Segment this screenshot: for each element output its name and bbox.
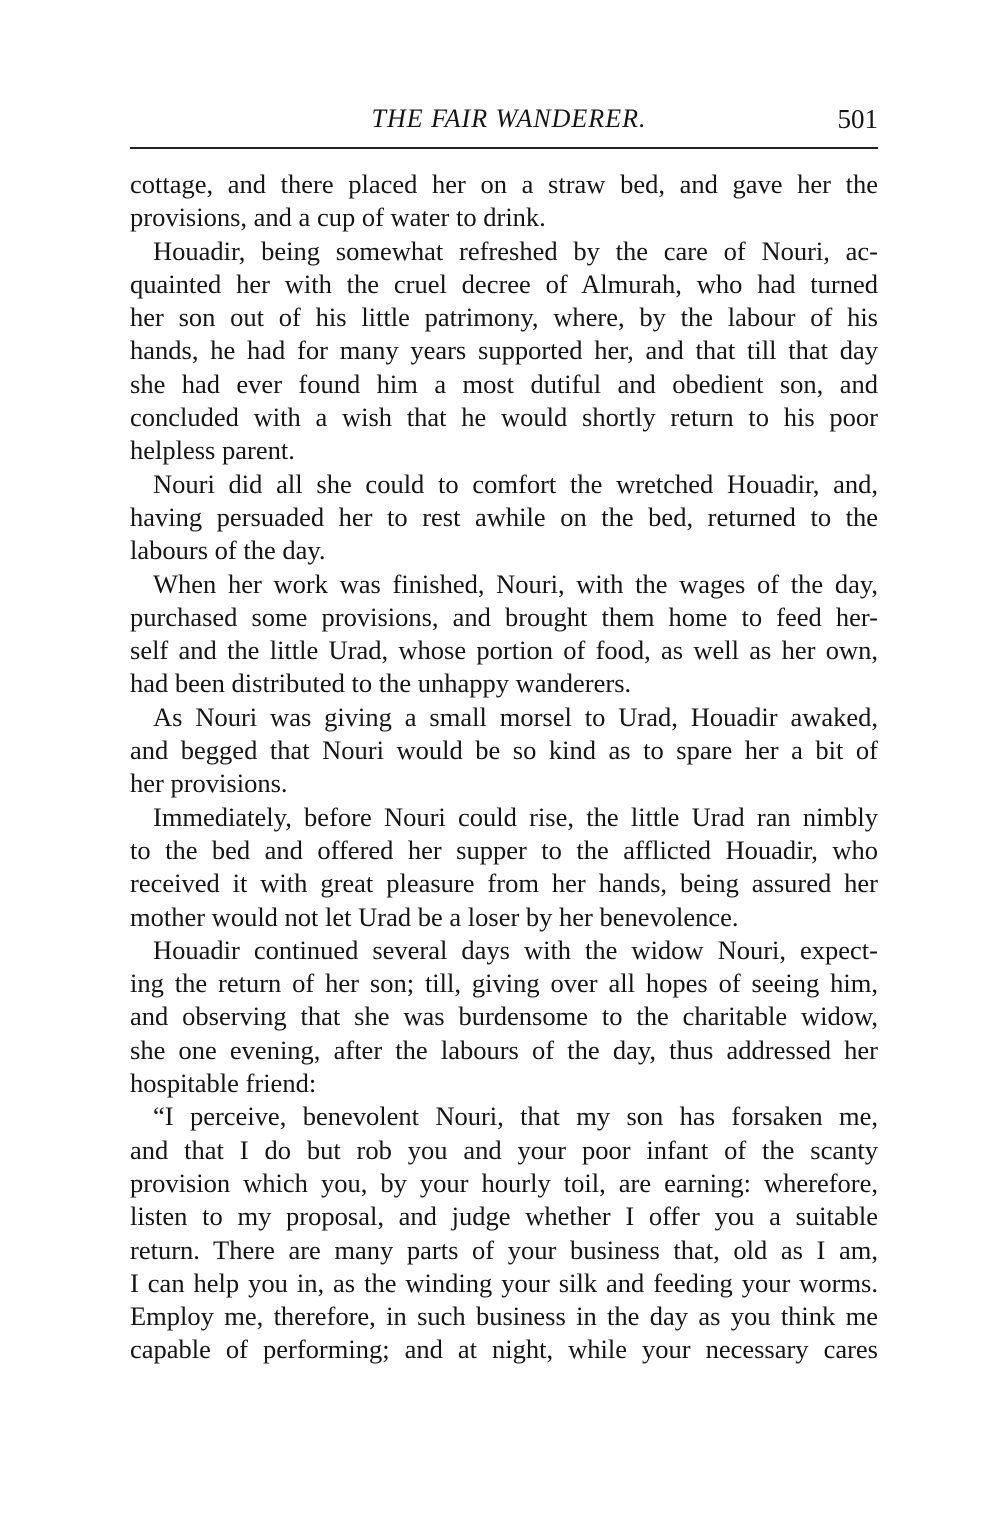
text-line: Employ me, therefore, in such business in the day as you think me	[130, 1301, 878, 1332]
text-line: and observing that she was burdensome to the charitable widow,	[130, 1001, 878, 1032]
text-line: Houadir, being somewhat refreshed by the care of Nouri, ac-	[153, 235, 878, 266]
text-line: hospitable friend:	[130, 1068, 317, 1099]
paragraph	[130, 801, 878, 934]
text-line: self and the little Urad, whose portion of food, as well as her own,	[130, 635, 878, 666]
text-line: purchased some provisions, and brought them home to feed her-	[130, 601, 878, 632]
text-line: As Nouri was giving a small morsel to Urad, Houadir awaked,	[153, 701, 878, 732]
text-line: and begged that Nouri would be so kind as to spare her a bit of	[130, 735, 878, 766]
text-line: When her work was finished, Nouri, with the wages of the day,	[153, 568, 878, 599]
text-line: helpless parent.	[130, 435, 295, 466]
paragraph	[130, 701, 878, 801]
text-line: labours of the day.	[130, 535, 326, 566]
text-line: received it with great pleasure from her hands, being assured her	[130, 868, 878, 899]
text-line: return. There are many parts of your business that, old as I am,	[130, 1234, 878, 1265]
text-line: and that I do but rob you and your poor infant of the scanty	[130, 1134, 878, 1165]
running-header	[130, 100, 878, 140]
text-line: ing the return of her son; till, giving over all hopes of seeing him,	[130, 968, 878, 999]
paragraph	[130, 934, 878, 1100]
text-line: concluded with a wish that he would shortly return to his poor	[130, 402, 878, 433]
running-title: THE FAIR WANDERER.	[371, 104, 647, 133]
text-line: quainted her with the cruel decree of Almurah, who had turned	[130, 268, 878, 299]
text-line: Immediately, before Nouri could rise, the little Urad ran nimbly	[153, 801, 878, 832]
paragraph	[130, 1100, 878, 1366]
text-line: provision which you, by your hourly toil, are earning: wherefore,	[130, 1167, 878, 1198]
text-line: hands, he had for many years supported her, and that till that day	[130, 335, 878, 366]
header-rule	[130, 147, 878, 149]
text-line: to the bed and offered her supper to the afflicted Houadir, who	[130, 834, 878, 865]
text-line: mother would not let Urad be a loser by her benevolence.	[130, 901, 739, 932]
text-line: had been distributed to the unhappy wanderers.	[130, 668, 632, 699]
body-text	[130, 168, 878, 1367]
text-line: Nouri did all she could to comfort the wretched Houadir, and,	[153, 468, 878, 499]
text-line: “I perceive, benevolent Nouri, that my son has forsaken me,	[153, 1101, 878, 1132]
text-line: capable of performing; and at night, while your necessary cares	[130, 1334, 878, 1365]
page-number: 501	[837, 104, 878, 134]
text-line: Houadir continued several days with the widow Nouri, expect-	[153, 934, 878, 965]
text-line: having persuaded her to rest awhile on the bed, returned to the	[130, 501, 878, 532]
paragraph	[130, 468, 878, 568]
text-line: I can help you in, as the winding your silk and feeding your worms.	[130, 1267, 878, 1298]
text-line: listen to my proposal, and judge whether I offer you a suitable	[130, 1201, 878, 1232]
text-line: she had ever found him a most dutiful and obedient son, and	[130, 368, 878, 399]
paragraph	[130, 168, 878, 235]
text-line: cottage, and there placed her on a straw bed, and gave her the	[130, 169, 878, 199]
paragraph	[130, 235, 878, 468]
paragraph	[130, 568, 878, 701]
text-line: her son out of his little patrimony, where, by the labour of his	[130, 302, 878, 333]
text-line: her provisions.	[130, 768, 288, 799]
text-line: provisions, and a cup of water to drink.	[130, 202, 546, 233]
text-line: she one evening, after the labours of the day, thus addressed her	[130, 1034, 878, 1065]
